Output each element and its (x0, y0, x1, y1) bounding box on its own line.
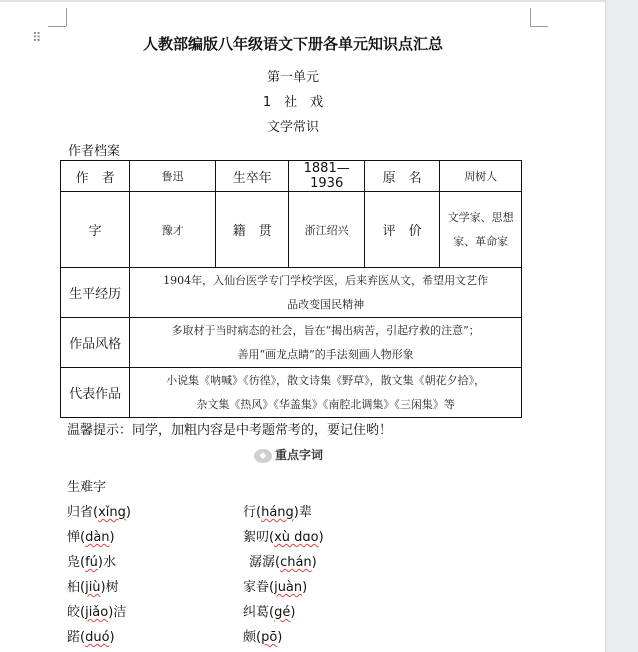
vocab-pinyin: xù dɑo (274, 530, 319, 545)
style-line-1: 多取材于当时病态的社会，旨在“揭出病苦，引起疗救的注意”； (171, 323, 480, 337)
vocab-word: 桕( (67, 580, 86, 595)
vocab-item (243, 601, 295, 620)
vocab-heading: 生难字 (67, 480, 107, 495)
vocab-word: 纠葛( (243, 605, 275, 620)
cell-years-value: 1881—1936 (289, 161, 364, 192)
style-line-2: 善用“画龙点睛”的手法刻画人物形象 (237, 347, 414, 361)
vocab-word-suffix: ) (109, 530, 115, 545)
key-words-badge (254, 446, 323, 463)
cell-author-value: 鲁迅 (130, 161, 216, 192)
vocab-word: 家眷( (243, 580, 275, 595)
vocab-word-suffix: ) (125, 505, 131, 520)
margin-corner-mark (530, 8, 531, 26)
cell-years-label: 生卒年 (216, 161, 289, 192)
margin-corner-mark (66, 8, 67, 26)
vocab-pinyin: jiù (85, 580, 101, 595)
vocab-word: 行( (243, 505, 262, 520)
cell-evaluation-label: 评 价 (364, 192, 439, 268)
vocab-item (67, 576, 119, 595)
vocab-word-suffix: ) (302, 580, 308, 595)
badge-icon: ◆ (254, 449, 272, 463)
page-top-edge (0, 0, 606, 2)
cell-courtesy-value: 豫才 (130, 192, 216, 268)
vocab-pinyin: háng (261, 505, 294, 520)
vocab-word-suffix: ) (311, 555, 317, 570)
life-line-1: 1904年，入仙台医学专门学校学医，后来弃医从文，希望用文艺作 (163, 273, 489, 287)
cell-native-label: 籍 贯 (216, 192, 289, 268)
works-line-1: 小说集《呐喊》《彷徨》，散文诗集《野草》，散文集《朝花夕拾》， (166, 373, 486, 387)
vocab-word-suffix: )树 (100, 580, 119, 595)
vocab-item (243, 526, 324, 545)
cell-original-name-label: 原 名 (364, 161, 439, 192)
vocab-pinyin: gé (274, 605, 291, 620)
vocab-item (67, 526, 115, 545)
vocab-word: 颇( (243, 630, 262, 645)
window-gutter (605, 0, 638, 652)
vocab-word-suffix: ) (318, 530, 324, 545)
cell-style-value (130, 318, 522, 368)
vocab-pinyin: dàn (85, 530, 110, 545)
vocab-word-suffix: )洁 (108, 605, 127, 620)
vocab-word: 皎( (67, 605, 86, 620)
vocab-word-suffix: )水 (97, 555, 116, 570)
section-heading: 文学常识 (266, 120, 319, 135)
vocab-item (243, 626, 282, 645)
vocab-item (67, 601, 126, 620)
author-profile-table (60, 160, 522, 418)
vocab-item (67, 501, 131, 520)
drag-handle-icon[interactable]: ⠿ (32, 31, 43, 46)
cell-works-label: 代表作品 (61, 368, 130, 418)
vocab-pinyin: duó (85, 630, 110, 645)
margin-corner-mark (530, 26, 548, 27)
life-line-2: 品改变国民精神 (287, 297, 365, 311)
vocab-word: 蹃( (67, 630, 86, 645)
cell-native-value: 浙江绍兴 (289, 192, 364, 268)
works-line-2: 杂文集《热风》《华盖集》《南腔北调集》《三闲集》等 (196, 397, 455, 411)
vocab-pinyin: jiǎo (85, 605, 109, 620)
vocab-word-suffix: ) (290, 605, 296, 620)
profile-label: 作者档案 (68, 144, 121, 159)
vocab-pinyin: fú (85, 555, 98, 570)
cell-style-label: 作品风格 (61, 318, 130, 368)
vocab-pinyin: chán (280, 555, 312, 570)
vocab-item (67, 626, 115, 645)
margin-corner-mark (48, 26, 66, 27)
cell-life-label: 生平经历 (61, 268, 130, 318)
vocab-word: 惮( (67, 530, 86, 545)
vocab-pinyin: pō (261, 630, 278, 645)
cell-original-name-value: 周树人 (440, 161, 522, 192)
unit-heading: 第一单元 (266, 70, 319, 85)
document-title: 人教部编版八年级语文下册各单元知识点汇总 (142, 35, 443, 53)
key-words-label: 重点字词 (275, 448, 324, 462)
vocab-pinyin: juàn (274, 580, 303, 595)
vocab-word: 潺潺( (249, 555, 281, 570)
vocab-word-suffix: ) (109, 630, 115, 645)
vocab-word: 归省( (67, 505, 99, 520)
vocab-item (243, 501, 312, 520)
cell-works-value (130, 368, 522, 418)
vocab-item (249, 551, 317, 570)
vocab-pinyin: xǐng (98, 505, 126, 520)
vocab-word: 絮叨( (243, 530, 275, 545)
vocab-word-suffix: )辈 (293, 505, 312, 520)
cell-life-value (130, 268, 522, 318)
lesson-heading: 1 社 戏 (262, 95, 324, 110)
vocab-item (243, 576, 307, 595)
vocab-word-suffix: ) (277, 630, 283, 645)
cell-author-label: 作 者 (61, 161, 130, 192)
vocab-item (67, 551, 116, 570)
cell-evaluation-value: 文学家、思想家、革命家 (440, 192, 522, 268)
vocab-word: 凫( (67, 555, 86, 570)
tip-text: 温馨提示：同学，加粗内容是中考题常考的，要记住哟！ (67, 423, 393, 438)
cell-courtesy-label: 字 (61, 192, 130, 268)
